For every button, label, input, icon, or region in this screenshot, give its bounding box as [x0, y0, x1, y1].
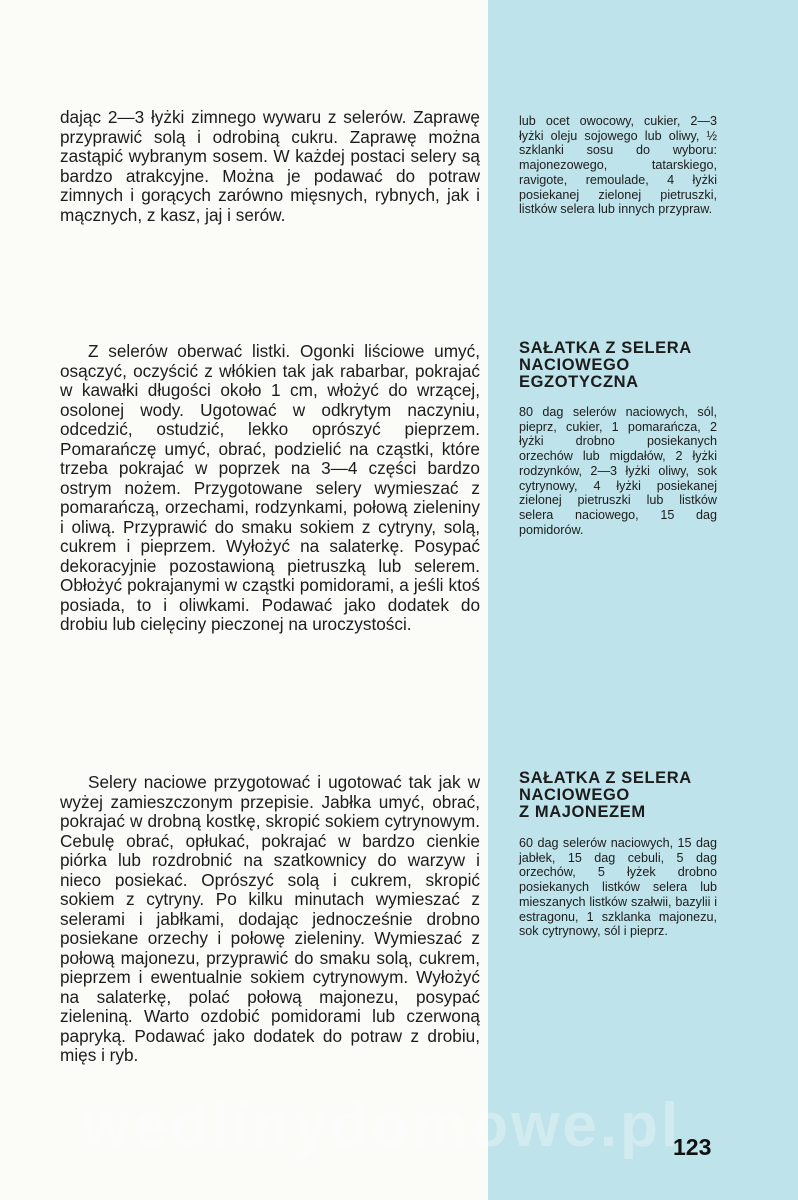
ingredients-mayonnaise: 60 dag selerów naciowych, 15 dag jabłek, 15 dag cebuli, 5 dag orzechów, 5 łyżek drobno posiekanych listków selera lub mieszanych listków szałwii, bazylii i estragonu, 1 szklanka majonezu, sok cytrynowy, sól i pieprz. — [519, 836, 717, 939]
ingredients-exotic: 80 dag selerów naciowych, sól, pieprz, cukier, 1 pomarańcza, 2 łyżki drobno posiekanych orzechów lub migdałów, 2 łyżki rodzynków, 2—3 łyżki oliwy, sok cytrynowy, 4 łyżki posiekanej zielonej pietruszki lub listków selera naciowego, 15 dag pomidorów. — [519, 405, 717, 537]
paragraph-exotic-recipe: Z selerów oberwać listki. Ogonki liściowe umyć, osączyć, oczyścić z włókien tak jak rabarbar, pokrajać w kawałki długości około 1 cm, włożyć do wrzącej, osolonej wody. Ugotować w odkrytym naczyniu, odcedzić, ostudzić, lekko oprószyć pieprzem. Pomarańczę umyć, obrać, podzielić na cząstki, które trzeba pokrajać w poprzek na 3—4 części bardzo ostrym nożem. Przygotowane selery wymieszać z pomarańczą, orzechami, rodzynkami, połową zieleniny i oliwą. Przyprawić do smaku sokiem z cytryny, solą, cukrem i pieprzem. Wyłożyć na salaterkę. Posypać dekoracyjnie pozostawioną pietruszką lub selerem. Obłożyć pokrajanymi w cząstki pomidorami, a jeśli ktoś posiada, to i oliwkami. Podawać jako dodatek do drobiu lub cielęciny pieczonej na uroczystości. — [60, 341, 480, 634]
recipe-title-exotic: SAŁATKA Z SELERA NACIOWEGO EGZOTYCZNA — [519, 339, 692, 391]
recipe-title-mayonnaise: SAŁATKA Z SELERA NACIOWEGO Z MAJONEZEM — [519, 769, 692, 821]
paragraph-mayonnaise-recipe: Selery naciowe przygotować i ugotować tak jak w wyżej zamieszczonym przepisie. Jabłka umyć, obrać, pokrajać w drobną kostkę, skropić sokiem cytrynowym. Cebulę obrać, opłukać, pokrajać w bardzo cienkie piórka lub rozdrobnić na szatkownicy do warzyw i nieco posiekać. Oprószyć solą i cukrem, skropić sokiem z cytryny. Po kilku minutach wymieszać z selerami i jabłkami, dodając jednocześnie drobno posiekane orzechy i połowę zieleniny. Wymieszać z połową majonezu, przyprawić do smaku solą, cukrem, pieprzem i ewentualnie sokiem cytrynowym. Wyłożyć na salaterkę, polać połową majonezu, posypać zieleniną. Warto ozdobić pomidorami lub czerwoną papryką. Podawać jako dodatek do potraw z drobiu, mięs i ryb. — [60, 772, 480, 1065]
ingredients-continued: lub ocet owocowy, cukier, 2—3 łyżki oleju sojowego lub oliwy, ½ szklanki sosu do wyboru: majonezowego, tatarskiego, ravigote, remoulade, 4 łyżki posiekanej zielonej pietruszki, listków selera lub innych przypraw. — [519, 114, 717, 217]
page-number: 123 — [673, 1134, 712, 1160]
watermark: wedlinydomowe.pl — [82, 1091, 682, 1160]
paragraph-dressing-intro: dając 2—3 łyżki zimnego wywaru z selerów. Zaprawę przyprawić solą i odrobiną cukru. Zaprawę można zastąpić wybranym sosem. W każdej postaci selery są bardzo atrakcyjne. Można je podawać do potraw zimnych i gorących zarówno mięsnych, rybnych, jak i mącznych, z kasz, jaj i serów. — [60, 107, 480, 225]
